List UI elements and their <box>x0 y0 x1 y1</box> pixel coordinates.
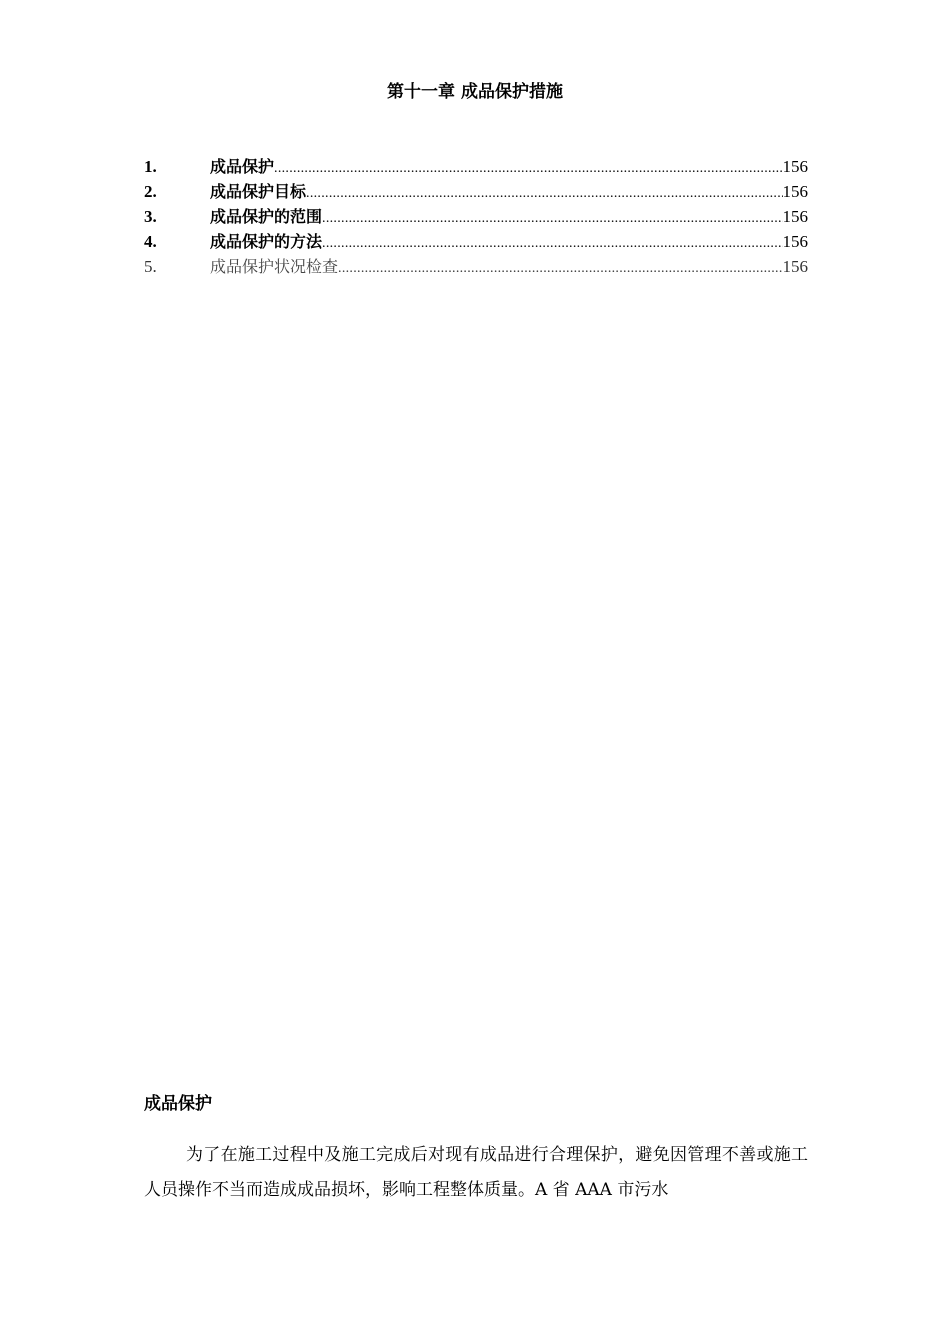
paragraph-line-1: 为了在施工过程中及施工完成后对现有成品进行合理保护，避免因管理不 <box>186 1145 740 1165</box>
toc-entry-page: 156 <box>782 257 808 276</box>
toc-entry-5[interactable] <box>144 254 808 279</box>
toc-entry-number: 4. <box>144 232 157 251</box>
toc-entry-1[interactable] <box>144 154 808 179</box>
toc-entry-number: 5. <box>144 257 157 276</box>
toc-entry-2[interactable] <box>144 179 808 204</box>
toc-entry-number: 3. <box>144 207 157 226</box>
paragraph-line-2: 善或施工人员操作不当而造成成品损坏，影响工程整体质量。A 省 AAA 市污水 <box>144 1145 809 1200</box>
table-of-contents <box>144 154 808 279</box>
toc-entry-3[interactable] <box>144 204 808 229</box>
toc-entry-page: 156 <box>782 232 808 251</box>
toc-entry-number: 1. <box>144 157 157 176</box>
toc-dot-leader <box>338 256 782 281</box>
toc-dot-leader <box>274 156 782 181</box>
toc-dot-leader <box>322 231 782 256</box>
toc-dot-leader <box>322 206 782 231</box>
toc-entry-title: 成品保护状况检查 <box>210 257 339 276</box>
toc-entry-page: 156 <box>782 157 808 176</box>
toc-dot-leader <box>306 181 782 206</box>
toc-entry-page: 156 <box>782 207 808 226</box>
toc-entry-page: 156 <box>782 182 808 201</box>
toc-entry-number: 2. <box>144 182 157 201</box>
toc-entry-title: 成品保护目标 <box>210 182 307 201</box>
toc-entry-4[interactable] <box>144 229 808 254</box>
page-title: 第十一章 成品保护措施 <box>387 82 563 102</box>
section-heading: 成品保护 <box>144 1094 212 1114</box>
toc-entry-title: 成品保护的方法 <box>210 232 323 251</box>
body-paragraph <box>144 1138 808 1208</box>
toc-entry-title: 成品保护的范围 <box>210 207 323 226</box>
toc-entry-title: 成品保护 <box>210 157 275 176</box>
